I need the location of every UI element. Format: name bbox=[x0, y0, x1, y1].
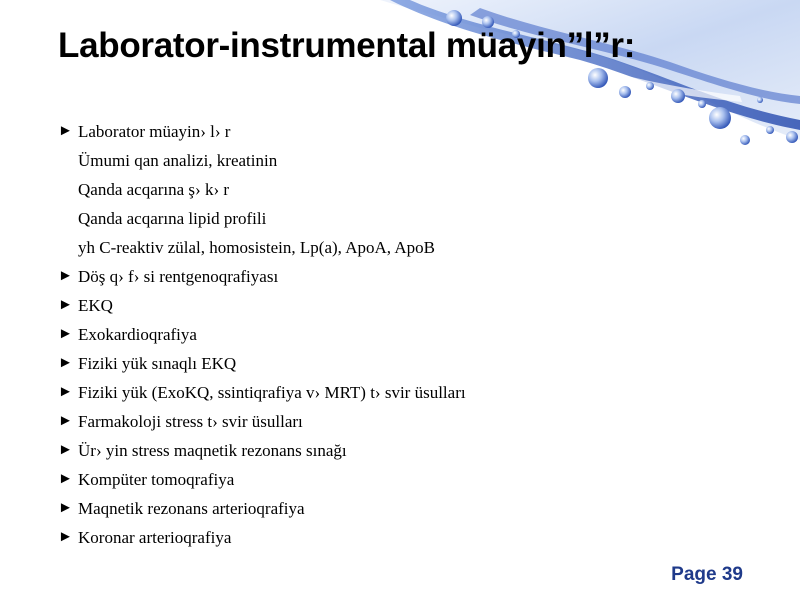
list-item bbox=[58, 349, 678, 378]
list-item-text: Laborator müayin› l› r bbox=[78, 122, 231, 141]
bullet-arrow-icon: ► bbox=[58, 500, 73, 516]
list-item bbox=[58, 146, 678, 175]
list-item bbox=[58, 494, 678, 523]
bullet-arrow-icon: ► bbox=[58, 384, 73, 400]
list-item bbox=[58, 378, 678, 407]
list-item bbox=[58, 291, 678, 320]
list-item-text: Fiziki yük (ExoKQ, ssintiqrafiya v› MRT) t› svir üsulları bbox=[78, 383, 466, 402]
missing-glyph-icon bbox=[58, 177, 78, 202]
bullet-arrow-icon: ► bbox=[58, 529, 73, 545]
list-item-text: Koronar arterioqrafiya bbox=[78, 528, 232, 547]
list-item-text: Ümumi qan analizi, kreatinin bbox=[78, 151, 278, 170]
list-item bbox=[58, 523, 678, 552]
bullet-list bbox=[58, 117, 678, 552]
list-item bbox=[58, 407, 678, 436]
page-number: Page 39 bbox=[671, 564, 743, 585]
list-item-text: EKQ bbox=[78, 296, 113, 315]
bullet-arrow-icon: ► bbox=[58, 355, 73, 371]
list-item bbox=[58, 465, 678, 494]
list-item bbox=[58, 233, 678, 262]
list-item bbox=[58, 117, 678, 146]
list-item-text: yh C-reaktiv zülal, homosistein, Lp(a), ApoA, ApoB bbox=[78, 238, 435, 257]
missing-glyph-icon bbox=[58, 206, 78, 231]
slide-title: Laborator-instrumental müayin”l”r: bbox=[58, 26, 636, 65]
list-item-text: Döş q› f› si rentgenoqrafiyası bbox=[78, 267, 279, 286]
list-item bbox=[58, 436, 678, 465]
list-item-text: Exokardioqrafiya bbox=[78, 325, 197, 344]
list-item-text: Farmakoloji stress t› svir üsulları bbox=[78, 412, 303, 431]
bullet-arrow-icon: ► bbox=[58, 326, 73, 342]
list-item bbox=[58, 262, 678, 291]
list-item-text: Maqnetik rezonans arterioqrafiya bbox=[78, 499, 305, 518]
list-item-text: Fiziki yük sınaqlı EKQ bbox=[78, 354, 237, 373]
missing-glyph-icon bbox=[58, 235, 78, 260]
bullet-arrow-icon: ► bbox=[58, 268, 73, 284]
list-item bbox=[58, 320, 678, 349]
bullet-arrow-icon: ► bbox=[58, 123, 73, 139]
list-item-text: Kompüter tomoqrafiya bbox=[78, 470, 235, 489]
list-item bbox=[58, 204, 678, 233]
list-item-text: Qanda acqarına lipid profili bbox=[78, 209, 267, 228]
bullet-arrow-icon: ► bbox=[58, 471, 73, 487]
bullet-arrow-icon: ► bbox=[58, 442, 73, 458]
list-item-text: Ür› yin stress maqnetik rezonans sınağı bbox=[78, 441, 347, 460]
missing-glyph-icon bbox=[58, 148, 78, 173]
bullet-arrow-icon: ► bbox=[58, 413, 73, 429]
list-item bbox=[58, 175, 678, 204]
bullet-arrow-icon: ► bbox=[58, 297, 73, 313]
list-item-text: Qanda acqarına ş› k› r bbox=[78, 180, 230, 199]
